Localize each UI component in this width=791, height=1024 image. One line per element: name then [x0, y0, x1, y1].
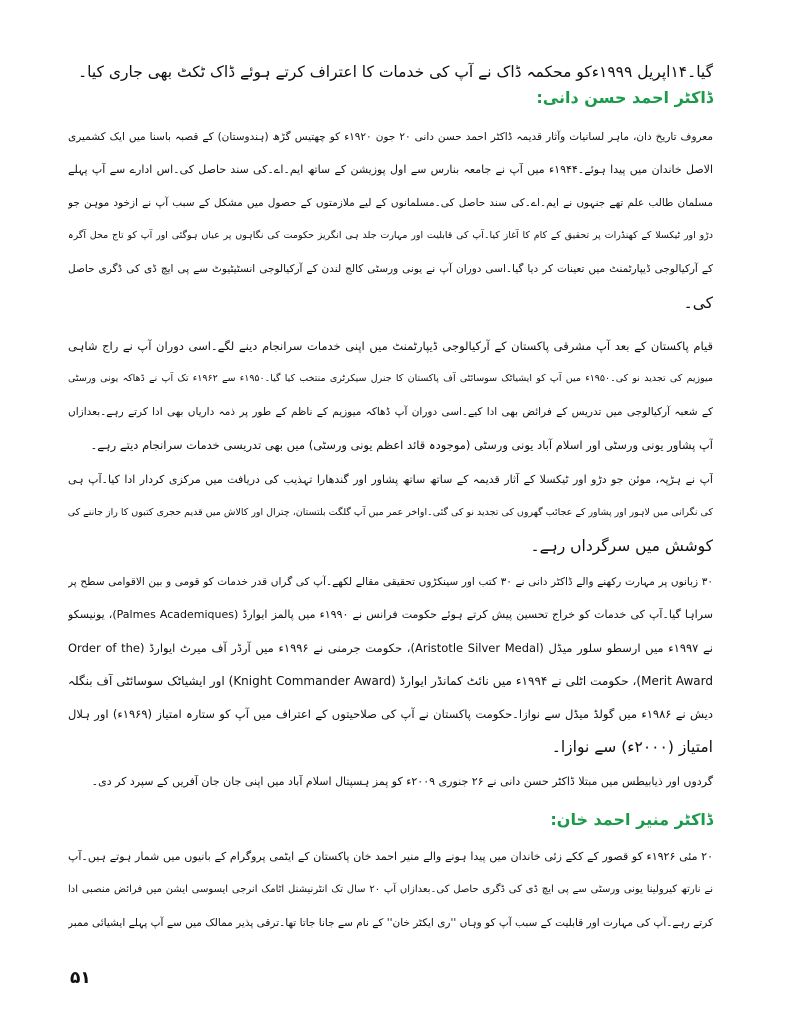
paragraph-line: کے آرکیالوجی ڈیپارٹمنٹ میں تعینات کر دیا گیا۔اسی دوران آپ نے یونی ورسٹی کالج لندن کے آرکیالوجی انسٹیٹیوٹ سے پی ایچ ڈی کی ڈگری حاصل	[68, 263, 713, 275]
paragraph-line: کی نگرانی میں لاہور اور پشاور کے عجائب گھروں کی تجدید نو کی گئی۔اواخر عمر میں آپ گلگت بلتستان، چترال اور کالاش میں قدیم حجری کتبوں کا راز جاننے کی	[68, 507, 713, 518]
paragraph-line: میوزیم کی تجدید نو کی۔۱۹۵۰ء میں آپ کو ایشیاٹک سوسائٹی آف پاکستان کا جنرل سیکرٹری منتخب کیا گیا۔۱۹۵۰ء سے ۱۹۶۲ء تک آپ نے ڈھاکہ یونی ورسٹی	[68, 373, 713, 384]
paragraph-line: گردوں اور ذیابیطس میں مبتلا ڈاکٹر حسن دانی نے ۲۶ جنوری ۲۰۰۹ء کو پمز ہسپتال اسلام آباد میں اپنی جان جان آفریں کے سپرد کر دی۔	[91, 775, 713, 788]
paragraph-line: ۳۰ زبانوں پر مہارت رکھنے والے ڈاکٹر دانی نے ۳۰ کتب اور سینکڑوں تحقیقی مقالے لکھے۔آپ کی گراں قدر خدمات کو قومی و بین الاقوامی سطح پر	[68, 576, 713, 588]
paragraph-line: سراہا گیا۔آپ کی خدمات کو خراج تحسین پیش کرتے ہوئے حکومت فرانس نے ۱۹۹۰ء میں پالمز ایوارڈ (Palmes Academiques)، یونیسکو	[68, 608, 713, 621]
paragraph-line: نے نارتھ کیرولینا یونی ورسٹی سے پی ایچ ڈی کی ڈگری حاصل کی۔بعدازاں آپ ۲۰ سال تک انٹرنیشنل اٹامک انرجی ایسوسی ایشن میں فرائض منصبی ادا	[68, 884, 713, 895]
paragraph-line: الاصل خاندان میں پیدا ہوئے۔۱۹۴۴ء میں آپ نے جامعہ بنارس سے اول پوزیشن کے ساتھ ایم۔اے۔کی سند حاصل کی۔اس ادارے سے آپ پہلے	[68, 163, 713, 176]
paragraph-line: Merit Award)، حکومت اٹلی نے ۱۹۹۴ء میں نائٹ کمانڈر ایوارڈ (Knight Commander Award) اور ایشیاٹک سوسائٹی آف بنگلہ	[68, 674, 713, 688]
paragraph-line: دڑو اور ٹیکسلا کے کھنڈرات پر تحقیق کے کام کا آغاز کیا۔آپ کی قابلیت اور مہارت جلد ہی انگریز حکومت کی نگاہوں پر عیاں ہوگئی اور آپ کو تاج محل آگرہ	[68, 230, 713, 241]
paragraph-line: آپ پشاور یونی ورسٹی اور اسلام آباد یونی ورسٹی (موجودہ قائد اعظم یونی ورسٹی) میں بھی تدریسی خدمات سرانجام دیتے رہے۔	[90, 438, 713, 452]
section-heading-dani: ڈاکٹر احمد حسن دانی:	[536, 88, 713, 107]
intro-line: گیا۔۱۴اپریل ۱۹۹۹ءکو محکمہ ڈاک نے آپ کی خدمات کا اعتراف کرتے ہوئے ڈاک ٹکٹ بھی جاری کیا۔	[78, 63, 713, 81]
paragraph-line: ۲۰ مئی ۱۹۲۶ء کو قصور کے ککے زئی خاندان میں پیدا ہونے والے منیر احمد خان پاکستان کے ایٹمی پروگرام کے بانیوں میں شمار ہوتے ہیں۔آپ	[68, 850, 713, 863]
paragraph-line: دیش نے ۱۹۸۶ء میں گولڈ میڈل سے نوازا۔حکومت پاکستان نے آپ کی صلاحیتوں کے اعتراف میں آپ کو ستارہ امتیاز (۱۹۶۹ء) اور ہلال	[68, 707, 713, 721]
paragraph-line: نے ۱۹۹۷ء میں ارسطو سلور میڈل (Aristotle Silver Medal)، حکومت جرمنی نے ۱۹۹۶ء میں آرڈر آف میرٹ ایوارڈ (Order of the	[68, 641, 713, 655]
paragraph-line: کرتے رہے۔آپ کی مہارت اور قابلیت کے سبب آپ کو وہاں ''ری ایکٹر خان'' کے نام سے جانا جاتا تھا۔ترقی پذیر ممالک میں سے آپ پہلے ایشیائی ممبر	[68, 917, 713, 929]
paragraph-line: مسلمان طالب علم تھے جنہوں نے ایم۔اے۔کی سند حاصل کی۔مسلمانوں کے لیے ملازمتوں کے حصول میں مشکل کے سبب آپ نے ازخود موہن جو	[68, 197, 713, 209]
paragraph-line: کوشش میں سرگرداں رہے۔	[530, 537, 713, 555]
page-number: ۵۱	[70, 968, 91, 988]
paragraph-line: قیام پاکستان کے بعد آپ مشرقی پاکستان کے آرکیالوجی ڈیپارٹمنٹ میں اپنی خدمات سرانجام دینے لگے۔اسی دوران آپ نے راج شاہی	[68, 339, 713, 353]
paragraph-line: کی۔	[683, 294, 713, 312]
paragraph-line: معروف تاریخ دان، ماہر لسانیات وآثار قدیمہ ڈاکٹر احمد حسن دانی ۲۰ جون ۱۹۲۰ء کو چھتیس گڑھ (ہندوستان) کے قصبہ باسنا میں ایک کشمیری	[68, 131, 713, 143]
paragraph-line: امتیاز (۲۰۰۰ء) سے نوازا۔	[551, 738, 713, 756]
paragraph-line: کے شعبہ آرکیالوجی میں تدریس کے فرائض بھی ادا کیے۔اسی دوران آپ ڈھاکہ میوزیم کے ناظم کے طور پر ذمہ داریاں بھی ادا کرتے رہے۔بعدازاں	[68, 406, 713, 418]
paragraph-line: آپ نے ہڑپہ، موئن جو دڑو اور ٹیکسلا کے آثار قدیمہ کے ساتھ ساتھ پشاور اور گندھارا تہذیب کی دریافت میں مرکزی کردار ادا کیا۔آپ ہی	[68, 473, 713, 486]
section-heading-munir: ڈاکٹر منیر احمد خان:	[550, 810, 713, 829]
